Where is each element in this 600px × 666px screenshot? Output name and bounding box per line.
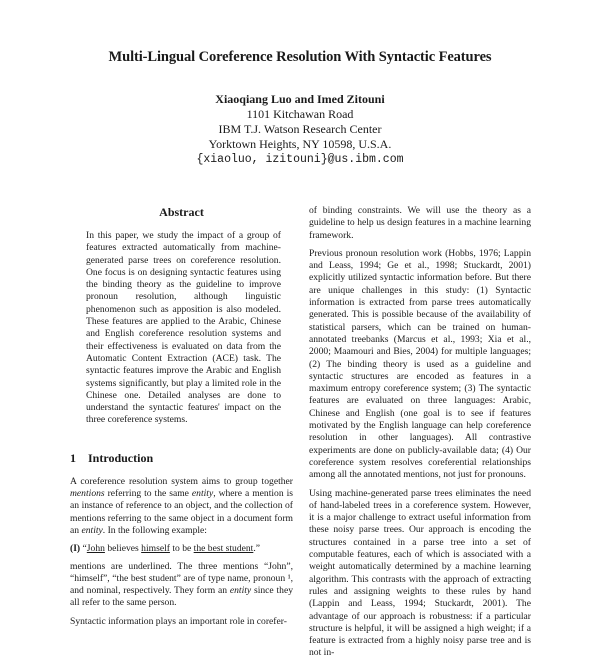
abstract-text: In this paper, we study the impact of a group of features extracted automatically from machine-generated parse trees on coreference resolution. One focus is on designing syntactic features using the binding theory as the guideline to improve pronoun resolution, although linguistic phenomenon such as apposition is also modeled. These features are applied to the Arabic, Chinese and English coreference resolution systems and their effectiveness is evaluated on data from the Automatic Content Extraction (ACE) task. The syntactic features improve the Arabic and English systems significantly, but play a limited role in the Chinese one. Detailed analyses are done to understand the syntactic features' impact on the three coreference systems.	[86, 230, 281, 426]
term-entity: entity	[191, 488, 214, 500]
text-run: , where a mention is an instance of reference to an object, and the collection of mentions referring to the same object in a document form an	[70, 488, 293, 536]
author-email: {xiaoluo, izitouni}@us.ibm.com	[196, 153, 404, 166]
text-run: to be	[169, 543, 194, 555]
mention-himself: himself	[141, 543, 170, 555]
right-column	[309, 205, 531, 666]
text-run: “	[80, 543, 87, 555]
text-run: believes	[104, 543, 142, 555]
author-names: Xiaoqiang Luo and Imed Zitouni	[215, 92, 385, 106]
section-number: 1	[70, 450, 76, 465]
text-run: referring to the same	[104, 488, 192, 500]
intro-paragraph-3: Syntactic information plays an important role in corefer-	[70, 615, 287, 627]
text-run: mentions are underlined. The three mentions “John”, “himself”, “the best student” are of type name, pronoun ¹, and nominal, respectively. They form an	[70, 560, 293, 597]
right-paragraph-3: Using machine-generated parse trees eliminates the need of hand-labeled trees in a coreference system. However, it is a major challenge to extract useful information from these noisy parse trees. Our approach is encoding the structures contained in a parse tree into a set of computable features, each of which is associated with a weight automatically determined by a machine learning algorithm. This contrasts with the approach of extracting rules and assigning weights to these rules by hand (Lappin and Leass, 1994; Stuckardt, 2001). The advantage of our approach is robustness: if a particular structure is helpful, it will be assigned a high weight; if a feature is extracted from a highly noisy parse tree and is not in-	[309, 487, 531, 659]
left-column	[70, 205, 293, 634]
intro-paragraph-1	[70, 476, 293, 537]
text-run: A coreference resolution system aims to group together	[70, 475, 293, 487]
author-block	[0, 92, 600, 167]
text-run: .”	[253, 543, 261, 555]
section-title: Introduction	[88, 450, 154, 465]
mention-best-student: the best student	[193, 543, 254, 555]
mention-john: John	[86, 543, 105, 555]
term-entity: entity	[229, 585, 252, 597]
intro-paragraph-2	[70, 561, 293, 610]
text-run: . In the following example:	[102, 524, 207, 536]
term-mentions: mentions	[70, 488, 105, 500]
term-entity: entity	[81, 524, 103, 536]
address-line-3: Yorktown Heights, NY 10598, U.S.A.	[208, 137, 392, 151]
example-label: (I)	[70, 543, 81, 555]
address-line-1: 1101 Kitchawan Road	[246, 107, 354, 121]
address-line-2: IBM T.J. Watson Research Center	[218, 122, 382, 136]
paper-title: Multi-Lingual Coreference Resolution With Syntactic Features	[108, 49, 492, 65]
example-sentence	[70, 543, 293, 555]
abstract-heading: Abstract	[159, 205, 204, 219]
right-paragraph-2: Previous pronoun resolution work (Hobbs, 1976; Lappin and Leass, 1994; Ge et al., 1998; Stuckardt, 2001) explicitly utilized syntactic information before. But there are unique challenges in this study: (1) Syntactic information is extracted from parse trees automatically generated. This is possible because of the availability of statistical parsers, which can be trained on human-annotated treebanks (Marcus et al., 1993; Xia et al., 2000; Maamouri and Bies, 2004) for multiple languages; (2) The binding theory is used as a guideline and syntactic structures are encoded as features in a maximum entropy coreference system; (3) The syntactic features are evaluated on three languages: Arabic, Chinese and English (one goal is to see if features motivated by the English language can help coreference resolution in other languages). All contrastive experiments are done on publicly-available data; (4) Our coreference system resolves coreferential relationships among all the annotated mentions, not just for pronouns.	[309, 247, 531, 481]
text-run: since they all refer to the same person.	[70, 585, 293, 609]
section-heading-introduction	[70, 451, 293, 466]
right-paragraph-1: of binding constraints. We will use the theory as a guideline to help us design features in a machine learning framework.	[309, 205, 531, 241]
